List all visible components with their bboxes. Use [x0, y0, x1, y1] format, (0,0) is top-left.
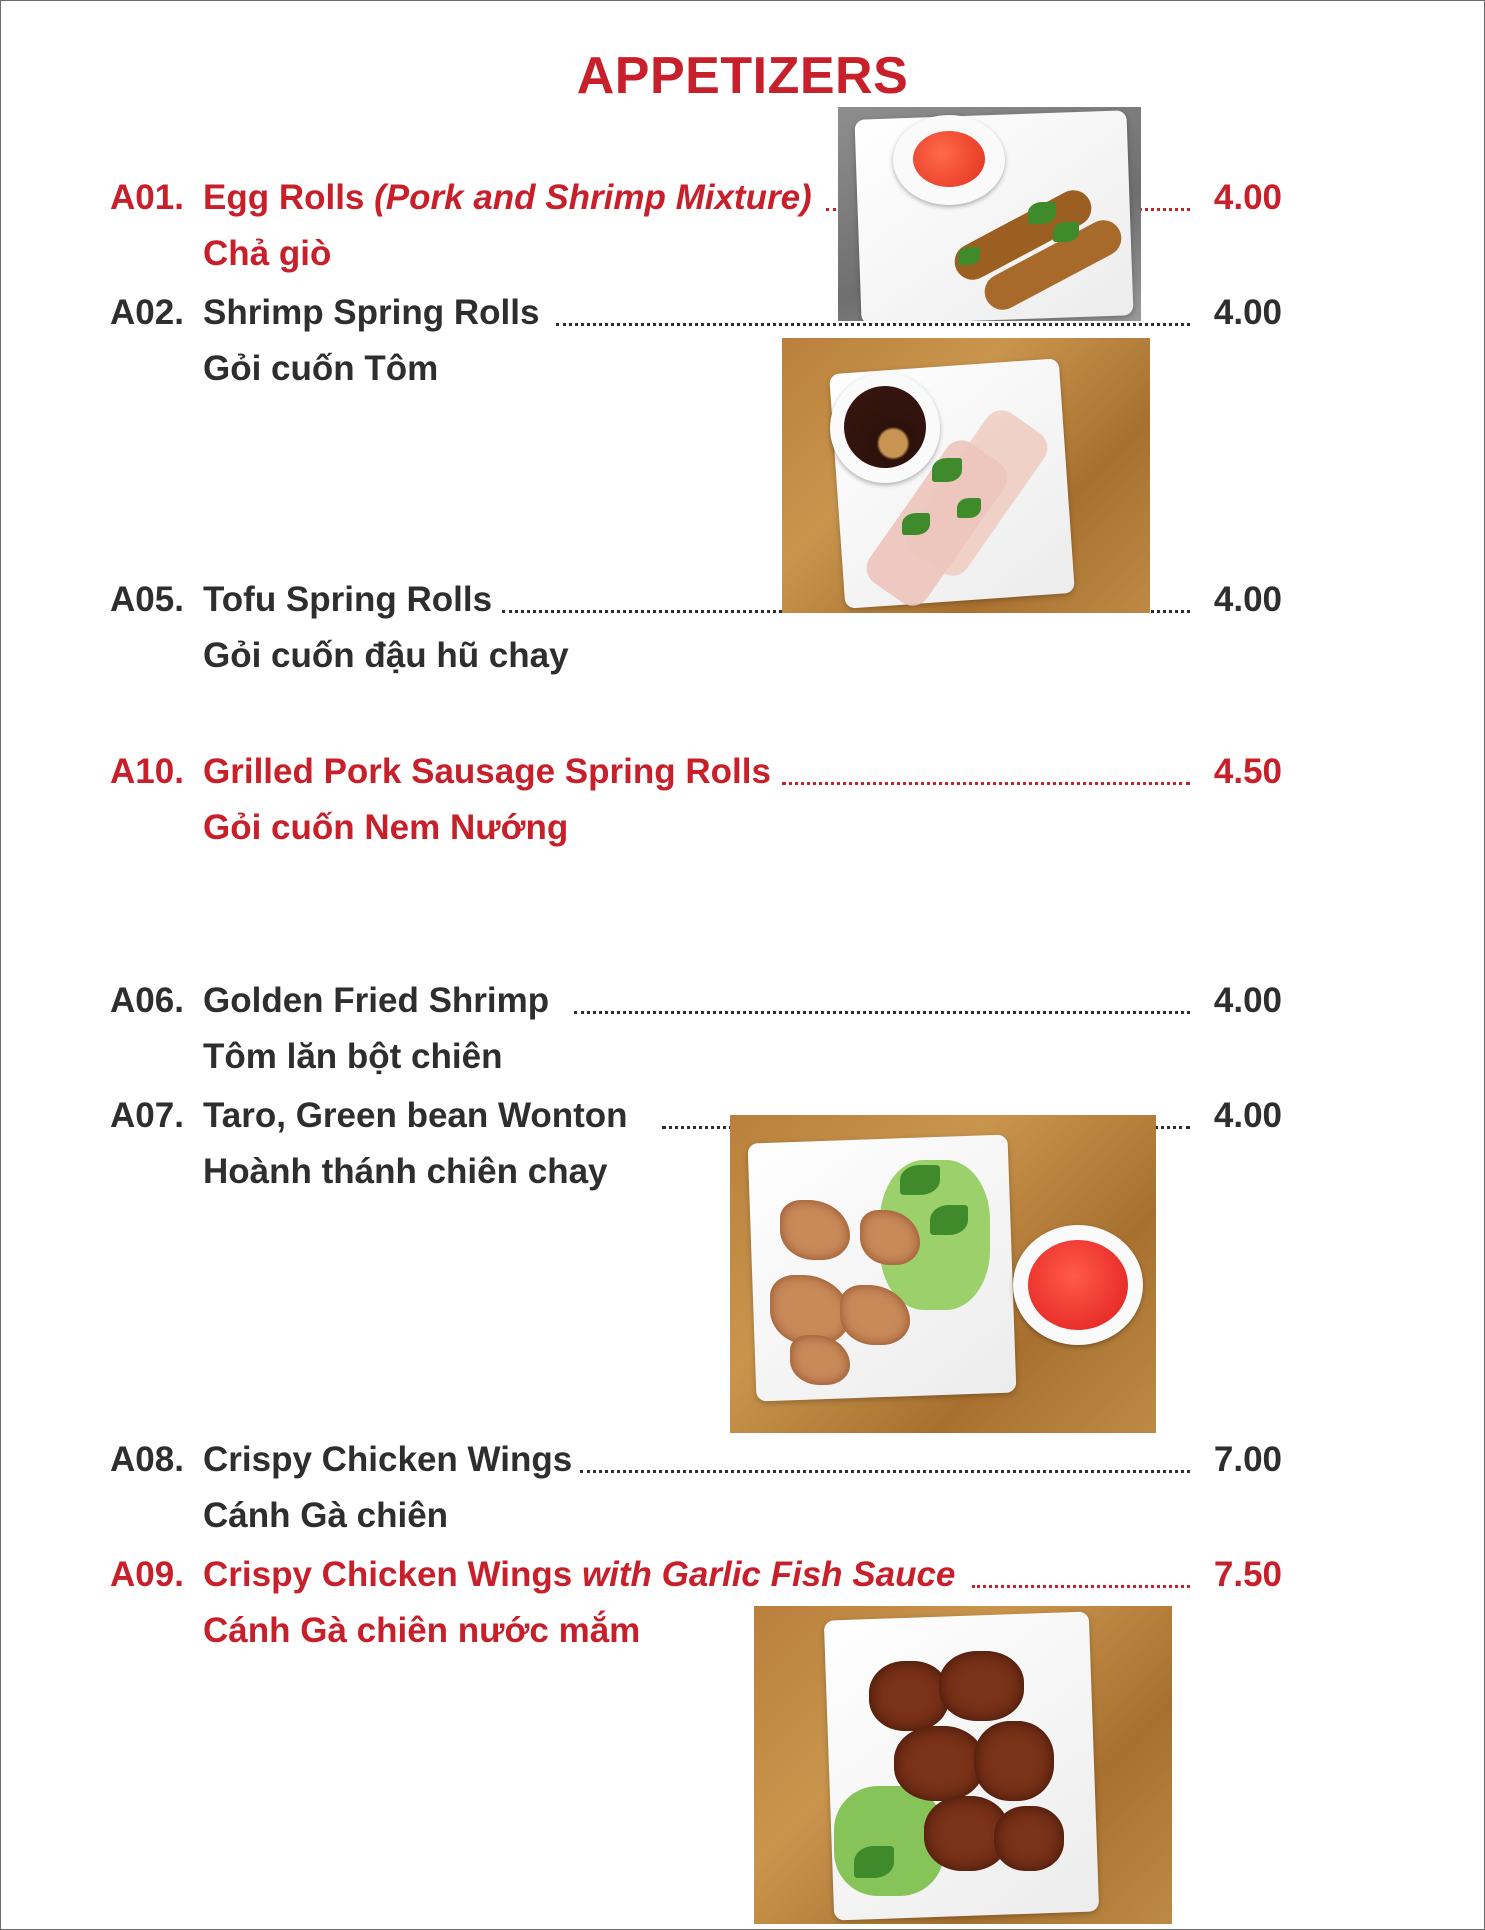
item-code: A01.: [110, 178, 184, 217]
item-code: A06.: [110, 981, 184, 1020]
item-code: A08.: [110, 1440, 184, 1479]
item-price: 4.00: [1213, 580, 1282, 619]
item-vietnamese-name: Gỏi cuốn Tôm: [203, 349, 439, 388]
item-price: 4.00: [1213, 178, 1282, 217]
item-name: Crispy Chicken Wings: [203, 1440, 573, 1479]
item-name: Shrimp Spring Rolls: [203, 293, 540, 332]
item-name: Taro, Green bean Wonton: [203, 1096, 628, 1135]
item-vietnamese-name: Chả giò: [203, 234, 332, 273]
item-code: A02.: [110, 293, 184, 332]
item-vietnamese-name: Tôm lăn bột chiên: [203, 1037, 503, 1076]
egg-rolls-photo: [838, 107, 1141, 321]
item-name: Tofu Spring Rolls: [203, 580, 493, 619]
dot-leader: [556, 323, 1190, 326]
item-vietnamese-name: Gỏi cuốn Nem Nướng: [203, 808, 569, 847]
item-price: 4.50: [1213, 752, 1282, 791]
item-vietnamese-name: Hoành thánh chiên chay: [203, 1152, 608, 1191]
dot-leader: [782, 782, 1190, 785]
spring-rolls-photo: [782, 338, 1150, 613]
wonton-photo: [730, 1115, 1156, 1433]
dot-leader: [580, 1470, 1190, 1473]
item-code: A10.: [110, 752, 184, 791]
dot-leader: [972, 1585, 1190, 1588]
section-title: APPETIZERS: [576, 47, 909, 105]
item-code: A05.: [110, 580, 184, 619]
item-vietnamese-name: Cánh Gà chiên nước mắm: [203, 1611, 641, 1650]
item-price: 7.00: [1213, 1440, 1282, 1479]
item-price: 4.00: [1213, 981, 1282, 1020]
item-name: Grilled Pork Sausage Spring Rolls: [203, 752, 771, 791]
item-name: Golden Fried Shrimp: [203, 981, 550, 1020]
item-price: 4.00: [1213, 1096, 1282, 1135]
item-name-note: (Pork and Shrimp Mixture): [374, 178, 812, 217]
item-price: 7.50: [1213, 1555, 1282, 1594]
item-name: Egg Rolls (Pork and Shrimp Mixture): [203, 178, 812, 217]
menu-item-a10: [110, 744, 1282, 856]
chicken-wings-photo: [754, 1606, 1172, 1924]
item-price: 4.00: [1213, 293, 1282, 332]
item-code: A07.: [110, 1096, 184, 1135]
item-name: Crispy Chicken Wings with Garlic Fish Sauce: [203, 1555, 956, 1594]
item-vietnamese-name: Gỏi cuốn đậu hũ chay: [203, 636, 569, 675]
item-code: A09.: [110, 1555, 184, 1594]
dot-leader: [574, 1011, 1190, 1014]
item-name-note: with Garlic Fish Sauce: [581, 1555, 956, 1594]
menu-item-a06: [110, 973, 1282, 1085]
item-vietnamese-name: Cánh Gà chiên: [203, 1496, 449, 1535]
menu-item-a08: [110, 1432, 1282, 1544]
